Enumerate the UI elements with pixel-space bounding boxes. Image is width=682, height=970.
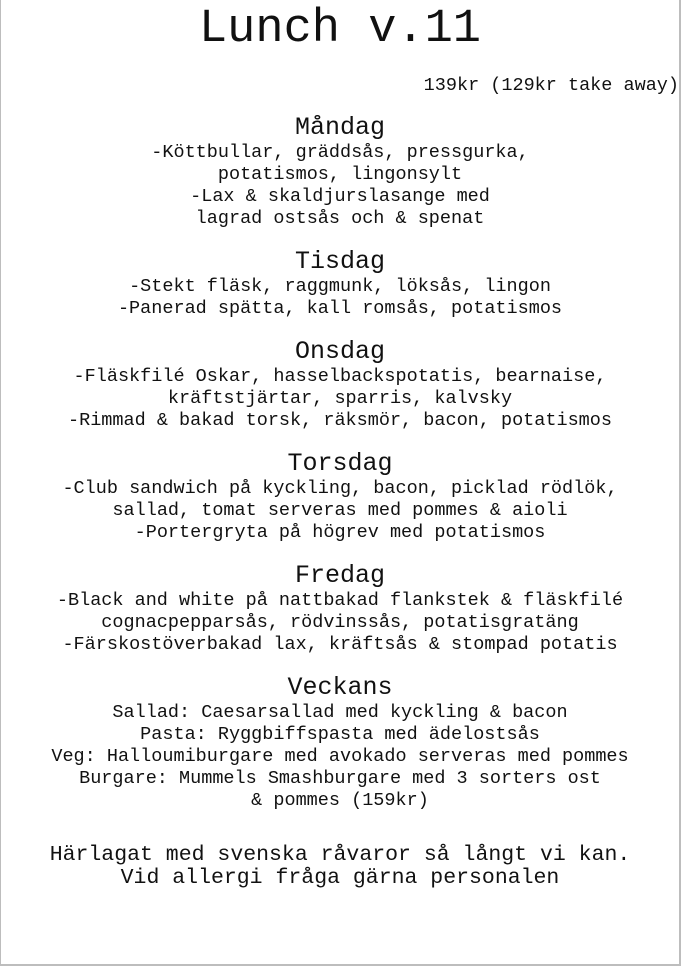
day-section-tisdag [1,248,679,320]
menu-line: Veg: Halloumiburgare med avokado serveras med pommes [51,746,629,767]
menu-line: -Black and white på nattbakad flankstek & fläskfilé [56,590,624,611]
menu-line: -Panerad spätta, kall romsås, potatismos [117,298,563,319]
page-title: Lunch v.11 [198,3,482,56]
day-section-måndag [1,114,679,230]
day-lines [1,142,679,230]
menu-line: Sallad: Caesarsallad med kyckling & bacon [112,702,568,723]
price-note: 139kr (129kr take away) [423,75,679,96]
day-section-veckans [1,674,679,812]
menu-line: -Köttbullar, gräddsås, pressgurka, [151,142,529,163]
footer-note [1,844,679,890]
day-header: Tisdag [294,247,385,276]
day-lines [1,478,679,544]
day-header: Veckans [287,673,393,702]
day-header: Torsdag [287,449,393,478]
day-lines [1,366,679,432]
menu-line: Härlagat med svenska råvaror så långt vi kan. [49,843,631,867]
day-section-fredag [1,562,679,656]
menu-line: Pasta: Ryggbiffspasta med ädelostsås [140,724,540,745]
menu-line: potatismos, lingonsylt [217,164,463,185]
menu-line: -Portergryta på högrev med potatismos [134,522,546,543]
menu-line: Vid allergi fråga gärna personalen [120,866,560,890]
day-lines [1,702,679,812]
day-lines [1,276,679,320]
menu-line: Burgare: Mummels Smashburgare med 3 sorters ost [79,768,601,789]
day-header: Måndag [294,113,385,142]
day-section-torsdag [1,450,679,544]
menu-line: -Rimmad & bakad torsk, räksmör, bacon, potatismos [68,410,612,431]
day-header: Onsdag [294,337,385,366]
menu-line: kräftstjärtar, sparris, kalvsky [167,388,513,409]
menu-line: sallad, tomat serveras med pommes & aioli [112,500,568,521]
menu-line: -Fläskfilé Oskar, hasselbackspotatis, bearnaise, [73,366,607,387]
menu-line: & pommes (159kr) [251,790,429,811]
day-section-onsdag [1,338,679,432]
menu-line: -Club sandwich på kyckling, bacon, picklad rödlök, [62,478,618,499]
menu-line: cognacpepparsås, rödvinssås, potatisgratäng [101,612,579,633]
menu-line: -Lax & skaldjurslasange med [190,186,490,207]
menu-line: -Stekt fläsk, raggmunk, löksås, lingon [129,276,551,297]
menu-line: -Färskostöverbakad lax, kräftsås & stompad potatis [62,634,618,655]
menu-sections [1,114,679,812]
day-lines [1,590,679,656]
day-header: Fredag [294,561,385,590]
menu-line: lagrad ostsås och & spenat [195,208,485,229]
